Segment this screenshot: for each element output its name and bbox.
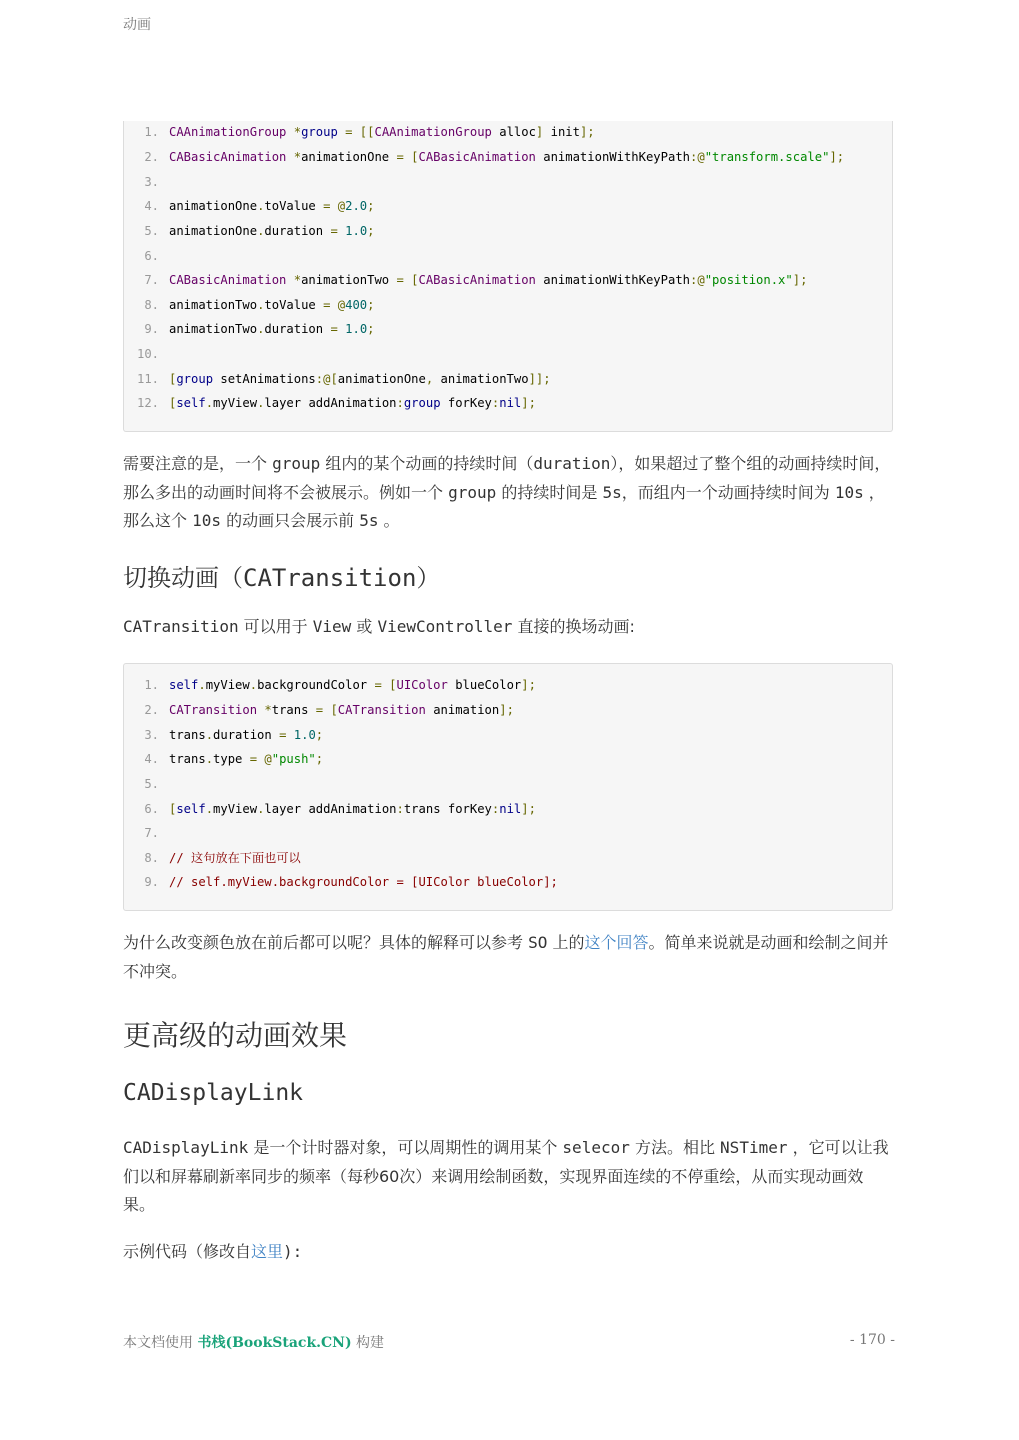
- code-token: animationTwo: [169, 322, 258, 337]
- code-token: nil: [499, 801, 522, 816]
- text: 需要注意的是，一个: [123, 454, 273, 473]
- code-line: [124, 725, 323, 745]
- inline-code: SO: [528, 933, 548, 952]
- code-token: ;: [315, 752, 324, 767]
- footer-text: 本文档使用: [123, 1335, 198, 1351]
- code-line: [124, 700, 514, 720]
- heading-cadisplaylink: CADisplayLink: [123, 1080, 304, 1106]
- code-token: [286, 273, 293, 287]
- inline-code: selecor: [562, 1138, 630, 1157]
- code-token: CATransition: [337, 702, 426, 717]
- code-token: CAAnimationGroup: [374, 125, 492, 139]
- code-token: forKey: [440, 396, 492, 411]
- inline-code: ViewController: [377, 617, 513, 636]
- code-token: ];: [829, 149, 845, 164]
- code-token: CAAnimationGroup: [169, 125, 287, 139]
- code-token: layer addAnimation: [264, 396, 397, 411]
- line-number: 2.: [144, 702, 159, 717]
- code-token: nil: [499, 396, 522, 411]
- code-token: ];: [521, 396, 536, 411]
- code-token: = [: [374, 678, 397, 692]
- code-token: .: [257, 322, 265, 337]
- code-token: duration: [213, 727, 280, 742]
- text: ，它可以让我们以和屏幕刷新率同步的频率（每秒60次）来调用绘制函数，实现界面连续的不停重绘，从而实现动画效果。: [123, 1138, 889, 1214]
- code-token: = @: [323, 198, 346, 213]
- code-token: ];: [792, 272, 808, 287]
- source-link[interactable]: 这里: [251, 1242, 284, 1261]
- line-number: 12.: [136, 396, 159, 411]
- code-token: .: [205, 396, 214, 411]
- text: 为什么改变颜色放在前后都可以呢？具体的解释可以参考: [123, 933, 529, 952]
- line-number: 5.: [144, 777, 159, 792]
- heading-text: ）: [416, 564, 441, 592]
- code-token: :: [491, 396, 500, 411]
- running-header-title: 动画: [123, 17, 151, 33]
- text: 。简单来说就是动画和绘制之间并不冲突。: [123, 933, 889, 981]
- code-line: [124, 799, 536, 819]
- code-token: animationTwo: [169, 297, 258, 312]
- code-block-transition: [123, 663, 893, 911]
- code-token: [: [169, 801, 177, 816]
- code-line: [124, 246, 169, 266]
- code-token: *: [264, 702, 272, 717]
- paragraph-catransition-intro: [123, 613, 895, 642]
- text: 直接的换场动画:: [512, 617, 635, 636]
- code-token: self: [169, 678, 199, 692]
- code-token: CABasicAnimation: [169, 149, 287, 164]
- inline-code: 10s: [192, 511, 221, 530]
- code-token: .: [205, 752, 214, 767]
- code-token: 1.0: [345, 322, 368, 337]
- code-token: ;: [367, 223, 375, 238]
- line-number: 9.: [144, 875, 159, 890]
- code-token: .: [205, 727, 214, 742]
- code-token: CABasicAnimation: [418, 272, 536, 287]
- heading-transition: [123, 558, 440, 593]
- code-token: CATransition: [169, 702, 258, 717]
- code-token: UIColor: [396, 678, 448, 692]
- code-token: blueColor: [447, 678, 522, 692]
- inline-code: group: [272, 454, 321, 473]
- code-line: [124, 221, 375, 241]
- code-token: myView: [213, 396, 258, 411]
- code-token: animationTwo: [433, 371, 529, 386]
- inline-code: 10s: [834, 482, 864, 502]
- code-token: [: [169, 396, 177, 411]
- code-token: animationWithKeyPath: [535, 149, 690, 164]
- code-line: [124, 196, 374, 216]
- code-line: [124, 749, 323, 769]
- text: 示例代码（修改自: [123, 1242, 252, 1261]
- code-token: duration: [264, 322, 331, 337]
- code-token: ;: [367, 297, 375, 312]
- text: 方法。相比: [629, 1138, 721, 1157]
- footer-credit: [123, 1332, 384, 1352]
- code-token: trans forKey: [403, 801, 492, 816]
- code-token: =: [279, 727, 294, 742]
- code-line: [124, 319, 375, 339]
- code-token: ;: [315, 727, 324, 742]
- code-token: // 这句放在下面也可以: [169, 850, 301, 865]
- inline-code: NSTimer: [720, 1138, 788, 1157]
- code-token: .: [257, 297, 265, 312]
- code-token: ];: [521, 678, 536, 692]
- code-token: backgroundColor: [257, 678, 375, 692]
- line-number: 8.: [144, 850, 159, 865]
- code-token: "push": [271, 752, 316, 767]
- code-token: 400: [345, 297, 368, 312]
- text: 组内的某个动画的持续时间（: [320, 454, 534, 473]
- code-line: [124, 147, 844, 167]
- code-line: [124, 393, 536, 413]
- code-token: "transform.scale": [704, 149, 830, 164]
- code-token: :: [396, 396, 404, 411]
- code-token: duration: [264, 223, 331, 238]
- code-token: init: [543, 125, 580, 139]
- code-token: .: [257, 801, 265, 816]
- text: 。: [378, 511, 400, 530]
- code-token: CABasicAnimation: [418, 149, 536, 164]
- text: 的动画只会展示前: [221, 511, 360, 530]
- code-token: =: [330, 322, 346, 337]
- code-token: self: [176, 396, 206, 411]
- code-token: animationOne: [337, 371, 426, 386]
- code-token: animationTwo: [301, 272, 397, 287]
- inline-code: group: [448, 482, 497, 502]
- heading-text: 切换动画（: [123, 564, 243, 592]
- code-token: animation: [425, 702, 500, 717]
- code-token: ]: [535, 125, 544, 139]
- code-line: [124, 774, 169, 794]
- heading-code: CATransition: [243, 564, 417, 592]
- code-token: = [: [396, 149, 419, 164]
- code-token: .: [257, 396, 265, 411]
- code-token: ;: [367, 322, 375, 337]
- code-token: "position.x": [704, 272, 793, 287]
- code-token: :: [396, 801, 404, 816]
- inline-code: duration: [533, 454, 611, 473]
- code-line: [124, 848, 301, 868]
- code-token: .: [198, 678, 206, 692]
- inline-code: CATransition: [123, 617, 239, 636]
- code-token: = [: [315, 702, 338, 717]
- inline-code: View: [312, 617, 352, 636]
- line-number: 4.: [144, 752, 159, 767]
- code-token: ];: [521, 801, 536, 816]
- code-line: [124, 823, 169, 843]
- code-token: .: [205, 801, 214, 816]
- code-line: [124, 344, 169, 364]
- answer-link[interactable]: 这个回答: [584, 933, 649, 952]
- code-line: [124, 295, 374, 315]
- line-number: 5.: [144, 223, 159, 238]
- code-token: .: [257, 223, 265, 238]
- text: 的持续时间是: [496, 482, 603, 502]
- code-token: [: [169, 371, 177, 386]
- paragraph-color-explanation: [123, 929, 895, 986]
- code-token: group: [403, 396, 441, 411]
- code-token: type: [213, 752, 250, 767]
- code-token: animationOne: [169, 198, 258, 213]
- footer-text: 构建: [351, 1335, 385, 1351]
- code-token: CABasicAnimation: [169, 272, 287, 287]
- text: 可以用于: [238, 617, 313, 636]
- text: 是一个计时器对象，可以周期性的调用某个: [248, 1138, 563, 1157]
- code-line: [124, 675, 536, 695]
- code-token: :@: [690, 149, 705, 164]
- code-token: self: [176, 801, 206, 816]
- line-number: 1.: [144, 678, 159, 692]
- code-token: setAnimations: [213, 371, 316, 386]
- line-number: 1.: [144, 125, 159, 139]
- paragraph-group-duration-note: [123, 450, 895, 536]
- code-token: .: [249, 678, 258, 692]
- code-token: = @: [249, 752, 272, 767]
- code-token: [286, 150, 293, 164]
- code-token: [286, 125, 293, 139]
- code-token: myView: [213, 801, 258, 816]
- code-token: 1.0: [293, 727, 316, 742]
- code-token: layer addAnimation: [264, 801, 397, 816]
- paragraph-cadisplaylink: [123, 1134, 895, 1220]
- code-token: .: [257, 198, 265, 213]
- code-token: ;: [367, 198, 375, 213]
- code-token: ,: [425, 371, 434, 386]
- code-token: = @: [323, 297, 346, 312]
- code-token: 2.0: [345, 198, 368, 213]
- line-number: 7.: [144, 272, 159, 287]
- code-token: toValue: [264, 297, 324, 312]
- code-token: group: [176, 371, 214, 386]
- code-token: =: [330, 223, 346, 238]
- code-token: ]];: [528, 371, 551, 386]
- code-token: trans: [169, 752, 206, 767]
- code-token: *: [293, 125, 302, 139]
- code-line: [124, 369, 551, 389]
- code-token: animationWithKeyPath: [535, 272, 690, 287]
- code-token: ];: [499, 702, 514, 717]
- text: ，那么这个: [123, 482, 885, 530]
- code-token: *: [293, 149, 302, 164]
- code-token: = [: [396, 272, 419, 287]
- code-token: myView: [205, 678, 250, 692]
- code-token: group: [301, 125, 338, 139]
- line-number: 3.: [144, 727, 159, 742]
- code-token: ];: [579, 125, 595, 139]
- line-number: 10.: [136, 347, 159, 362]
- code-block-animation-group: [123, 121, 893, 432]
- page-number: - 170 -: [849, 1332, 895, 1348]
- line-number: 2.: [144, 149, 159, 164]
- inline-code: CADisplayLink: [123, 1138, 249, 1157]
- inline-code: 5s: [359, 511, 379, 530]
- text: 或: [351, 617, 378, 636]
- inline-code: 5s: [602, 482, 622, 502]
- line-number: 3.: [144, 174, 159, 189]
- heading-advanced-animation: 更高级的动画效果: [123, 1019, 348, 1052]
- code-line: [124, 172, 169, 192]
- code-token: *: [293, 272, 302, 287]
- line-number: 9.: [144, 322, 159, 337]
- text: ，而组内一个动画持续时间为: [621, 482, 835, 502]
- line-number: 7.: [144, 826, 159, 841]
- code-line: [124, 122, 595, 142]
- line-number: 6.: [144, 801, 159, 816]
- code-token: trans: [169, 727, 206, 742]
- line-number: 4.: [144, 198, 159, 213]
- line-number: 11.: [136, 371, 159, 386]
- code-token: animationOne: [301, 149, 397, 164]
- paragraph-sample-code: [123, 1238, 895, 1267]
- code-token: = [[: [345, 125, 375, 139]
- code-token: 1.0: [345, 223, 368, 238]
- code-token: :@[: [315, 371, 338, 386]
- footer-brand-link[interactable]: 书栈(BookStack.CN): [197, 1335, 352, 1351]
- code-token: alloc: [491, 125, 536, 139]
- text: 上的: [547, 933, 585, 952]
- code-token: :: [491, 801, 500, 816]
- text: ），如果超过了整个组的动画持续时间，那么多出的动画时间将不会被展示。例如一个: [123, 454, 891, 502]
- code-token: // self.myView.backgroundColor = [UIColor blueColor];: [169, 875, 558, 890]
- code-line: [124, 872, 558, 892]
- code-token: toValue: [264, 198, 324, 213]
- text: ):: [283, 1242, 303, 1261]
- code-token: :@: [690, 272, 705, 287]
- code-token: animationOne: [169, 223, 258, 238]
- line-number: 8.: [144, 297, 159, 312]
- code-line: [124, 270, 807, 290]
- line-number: 6.: [144, 248, 159, 263]
- code-token: trans: [271, 702, 316, 717]
